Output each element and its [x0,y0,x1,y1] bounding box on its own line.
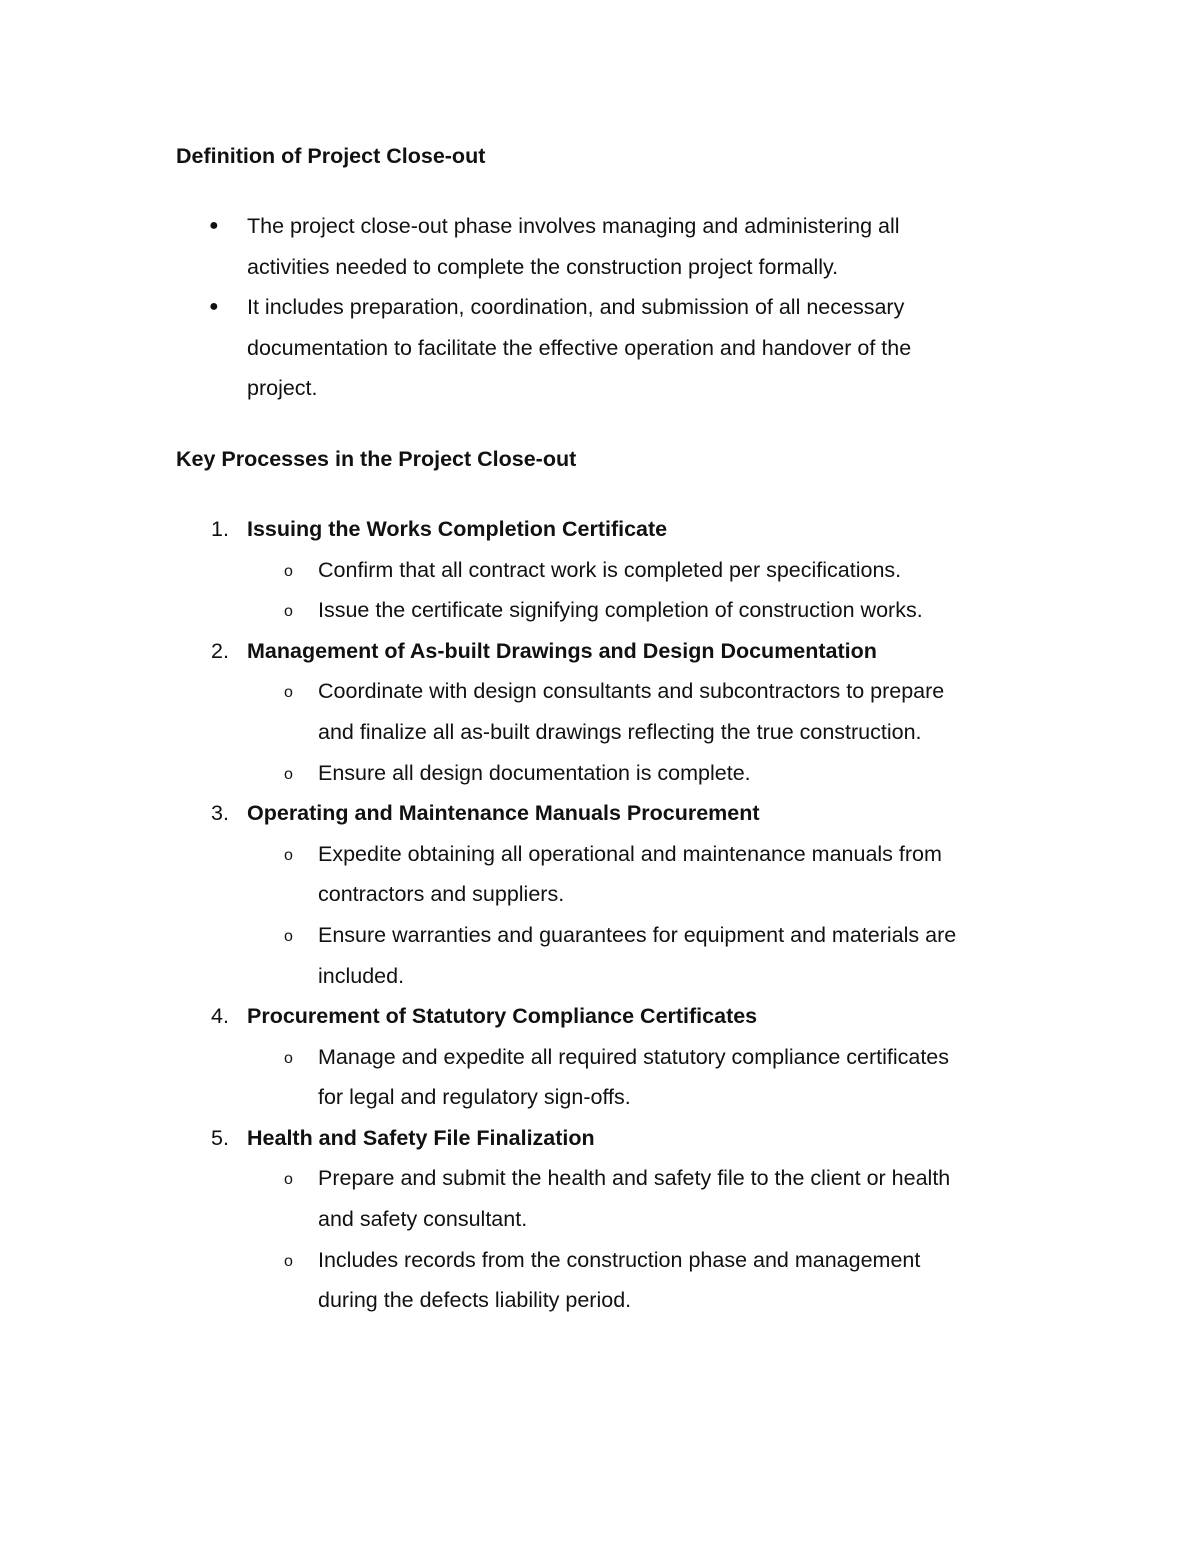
sub-bullet-list [247,671,1036,793]
bullet-dot-icon: ● [209,298,219,316]
sub-bullet-item [247,590,1036,631]
step-title: Procurement of Statutory Compliance Certificates [247,1004,758,1029]
sub-bullet-item [247,1158,1036,1239]
sub-bullet-text-line: Issue the certificate signifying completion of construction works. [318,598,923,623]
sub-bullet-text-line: Prepare and submit the health and safety file to the client or health [318,1166,951,1191]
step-title: Management of As-built Drawings and Design Documentation [247,638,877,663]
sub-bullet-item [247,671,1036,752]
hollow-bullet-icon: o [284,927,293,945]
section-heading-key-processes: Key Processes in the Project Close-out [176,446,577,471]
sub-bullet-item [247,753,1036,794]
process-step [176,509,1036,631]
sub-bullet-item [247,550,1036,591]
sub-bullet-text-line: contractors and suppliers. [318,882,565,907]
process-step [176,631,1036,793]
step-title: Health and Safety File Finalization [247,1125,595,1150]
hollow-bullet-icon: o [284,1171,293,1189]
hollow-bullet-icon: o [284,562,293,580]
bullet-dot-icon: ● [209,217,219,234]
sub-bullet-text-line: Confirm that all contract work is completed per specifications. [318,557,902,582]
step-title: Issuing the Works Completion Certificate [247,516,668,541]
sub-bullet-text-line: included. [318,963,405,988]
step-title: Operating and Maintenance Manuals Procurement [247,801,760,826]
section-heading-definition: Definition of Project Close-out [176,144,486,168]
sub-bullet-list [247,550,1036,631]
sub-bullet-item [247,1037,1036,1118]
step-number: 3. [211,801,229,826]
sub-bullet-text-line: Ensure warranties and guarantees for equipment and materials are [318,922,957,947]
sub-bullet-text-line: and safety consultant. [318,1207,528,1232]
step-number: 2. [211,638,229,663]
hollow-bullet-icon: o [284,765,293,783]
step-number: 4. [211,1004,229,1029]
bullet-text-line: activities needed to complete the construction project formally. [247,254,839,279]
hollow-bullet-icon: o [284,846,293,864]
sub-bullet-list [247,834,1036,996]
bullet-text-line: The project close-out phase involves managing and administering all [247,214,900,238]
sub-bullet-text-line: Ensure all design documentation is complete. [318,760,751,785]
sub-bullet-item [247,915,1036,996]
sub-bullet-text-line: for legal and regulatory sign-offs. [318,1085,631,1110]
sub-bullet-list [247,1037,1036,1118]
sub-bullet-item [247,1240,1036,1321]
sub-bullet-text-line: Includes records from the construction phase and management [318,1247,921,1272]
process-step [176,793,1036,996]
bullet-text-line: It includes preparation, coordination, and submission of all necessary [247,295,905,320]
step-number: 5. [211,1125,229,1150]
sub-bullet-text-line: during the defects liability period. [318,1288,632,1313]
sub-bullet-item [247,834,1036,915]
hollow-bullet-icon: o [284,1049,293,1067]
process-step [176,996,1036,1118]
step-number: 1. [211,516,229,541]
hollow-bullet-icon: o [284,1252,293,1270]
sub-bullet-text-line: and finalize all as-built drawings reflecting the true construction. [318,719,922,744]
bullet-text-line: documentation to facilitate the effective operation and handover of the [247,335,912,360]
sub-bullet-text-line: Manage and expedite all required statutory compliance certificates [318,1044,950,1069]
document-content [176,140,1036,1321]
sub-bullet-text-line: Coordinate with design consultants and subcontractors to prepare [318,679,945,704]
hollow-bullet-icon: o [284,603,293,621]
process-step [176,1118,1036,1321]
hollow-bullet-icon: o [284,684,293,702]
process-step-list [176,509,1036,1321]
bullet-text-line: project. [247,376,318,401]
definition-bullet-list [176,206,1036,409]
bullet-item [176,206,1036,287]
sub-bullet-text-line: Expedite obtaining all operational and maintenance manuals from [318,841,942,866]
bullet-item [176,287,1036,409]
sub-bullet-list [247,1158,1036,1320]
